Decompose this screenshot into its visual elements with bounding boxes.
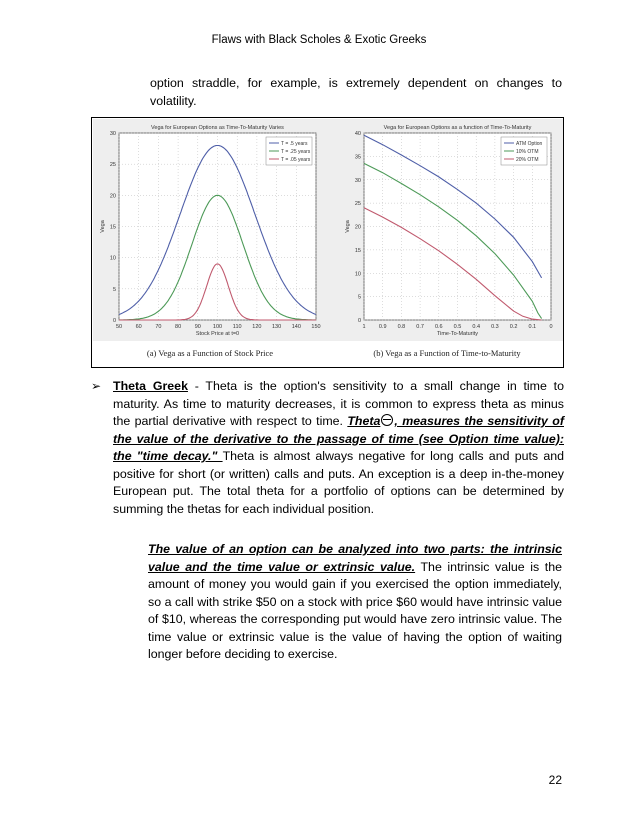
x-tick-label-a: 70 xyxy=(155,324,162,330)
y-axis-label-b: Vega xyxy=(345,220,351,233)
x-axis-label-a: Stock Price at t=0 xyxy=(195,331,240,337)
x-tick-label-a: 50 xyxy=(115,324,123,330)
y-tick-label-a: 10 xyxy=(109,255,116,262)
x-tick-label-a: 90 xyxy=(194,324,201,330)
theta-bold-rest: , measures the sensitivity of the value of the derivative to the passage of time (see Option time value): the "time decay." xyxy=(113,414,564,463)
y-tick-label-b: 5 xyxy=(357,294,361,301)
option-value-text: The intrinsic value is the amount of money you would gain if you exercised the option immediately, so a call with strike $50 on a stock with price $60 would have intrinsic value of $10, whereas the corresponding put would have zero intrinsic value. The time value or extrinsic value is the value of having the option of waiting longer before deciding to exercise. xyxy=(148,559,562,661)
legend-label-a-0: T = .5 years xyxy=(281,141,308,147)
y-tick-label-a: 25 xyxy=(109,162,116,169)
theta-bullet xyxy=(91,378,564,518)
y-tick-label-b: 30 xyxy=(354,177,361,184)
x-tick-label-b: 0.5 xyxy=(453,324,462,330)
x-tick-label-b: 0.7 xyxy=(416,324,424,330)
x-tick-label-b: 0.2 xyxy=(509,324,518,330)
x-tick-label-a: 150 xyxy=(311,324,321,330)
x-tick-label-b: 0.4 xyxy=(472,324,481,330)
x-tick-label-a: 130 xyxy=(272,324,282,330)
page-header: Flaws with Black Scholes & Exotic Greeks xyxy=(211,34,427,46)
theta-paragraph xyxy=(113,378,564,518)
x-tick-label-b: 0 xyxy=(549,324,553,330)
vega-figure-svg xyxy=(92,118,565,369)
chart-title-b: Vega for European Options as a function of Time-To-Maturity xyxy=(383,125,532,131)
x-tick-label-b: 0.6 xyxy=(434,324,443,330)
legend-label-b-2: 20% OTM xyxy=(516,157,539,163)
intro-paragraph: option straddle, for example, is extremely dependent on changes to volatility. xyxy=(150,76,562,108)
x-tick-label-b: 0.8 xyxy=(397,324,406,330)
theta-text-2: Theta is almost always negative for long calls and puts and positive for short (or written) calls and puts. An exception is a deep in-the-money European put. The total theta for a portfolio of options can be determined by summing the thetas for each individual position. xyxy=(113,449,564,516)
caption-b: (b) Vega as a Function of Time-to-Maturity xyxy=(373,348,521,358)
x-tick-label-b: 1 xyxy=(362,324,366,330)
x-tick-label-b: 0.3 xyxy=(491,324,499,330)
y-tick-label-b: 25 xyxy=(354,201,361,208)
legend-label-b-1: 10% OTM xyxy=(516,149,539,155)
x-tick-label-a: 110 xyxy=(232,324,242,330)
chart-title-a: Vega for European Options as Time-To-Maturity Varies xyxy=(151,125,284,131)
y-tick-label-b: 20 xyxy=(354,224,361,231)
y-axis-label-a: Vega xyxy=(100,220,106,233)
x-tick-label-a: 60 xyxy=(135,324,142,330)
y-tick-label-a: 30 xyxy=(109,131,116,137)
legend-label-a-1: T = .25 years xyxy=(281,149,311,155)
y-tick-label-a: 5 xyxy=(112,286,116,293)
x-tick-label-b: 0.9 xyxy=(378,324,387,330)
option-value-bold: The value of an option can be analyzed into two parts: the intrinsic value and the time value or extrinsic value. xyxy=(148,542,562,574)
caption-a: (a) Vega as a Function of Stock Price xyxy=(146,348,274,358)
y-tick-label-b: 0 xyxy=(357,318,361,324)
option-value-paragraph xyxy=(148,541,562,664)
legend-label-a-2: T = .05 years xyxy=(281,157,311,163)
legend-label-b-0: ATM Option xyxy=(516,141,543,147)
y-tick-label-b: 40 xyxy=(354,131,361,137)
theta-symbol-icon xyxy=(381,414,393,426)
page-number: 22 xyxy=(548,773,562,787)
theta-title: Theta Greek xyxy=(113,379,188,393)
x-tick-label-b: 0.1 xyxy=(528,324,537,330)
y-tick-label-a: 20 xyxy=(109,193,116,200)
x-tick-label-a: 80 xyxy=(175,324,182,330)
x-tick-label-a: 100 xyxy=(212,324,223,330)
y-tick-label-a: 0 xyxy=(112,318,116,324)
y-tick-label-b: 15 xyxy=(354,247,361,254)
y-tick-label-b: 10 xyxy=(354,271,361,278)
x-axis-label-b: Time-To-Maturity xyxy=(436,331,479,337)
y-tick-label-b: 35 xyxy=(354,154,361,161)
x-tick-label-a: 120 xyxy=(252,324,262,330)
theta-bold-word: Theta xyxy=(347,414,381,428)
theta-text-1: - Theta is the option's sensitivity to a small change in time to maturity. As time to maturity decreases, it is common to express theta as minus the partial derivative with respect to time. xyxy=(113,379,565,428)
y-tick-label-a: 15 xyxy=(109,224,116,231)
vega-figure xyxy=(91,117,564,368)
x-tick-label-a: 140 xyxy=(291,324,301,330)
bullet-arrow-icon: ➢ xyxy=(91,379,102,393)
